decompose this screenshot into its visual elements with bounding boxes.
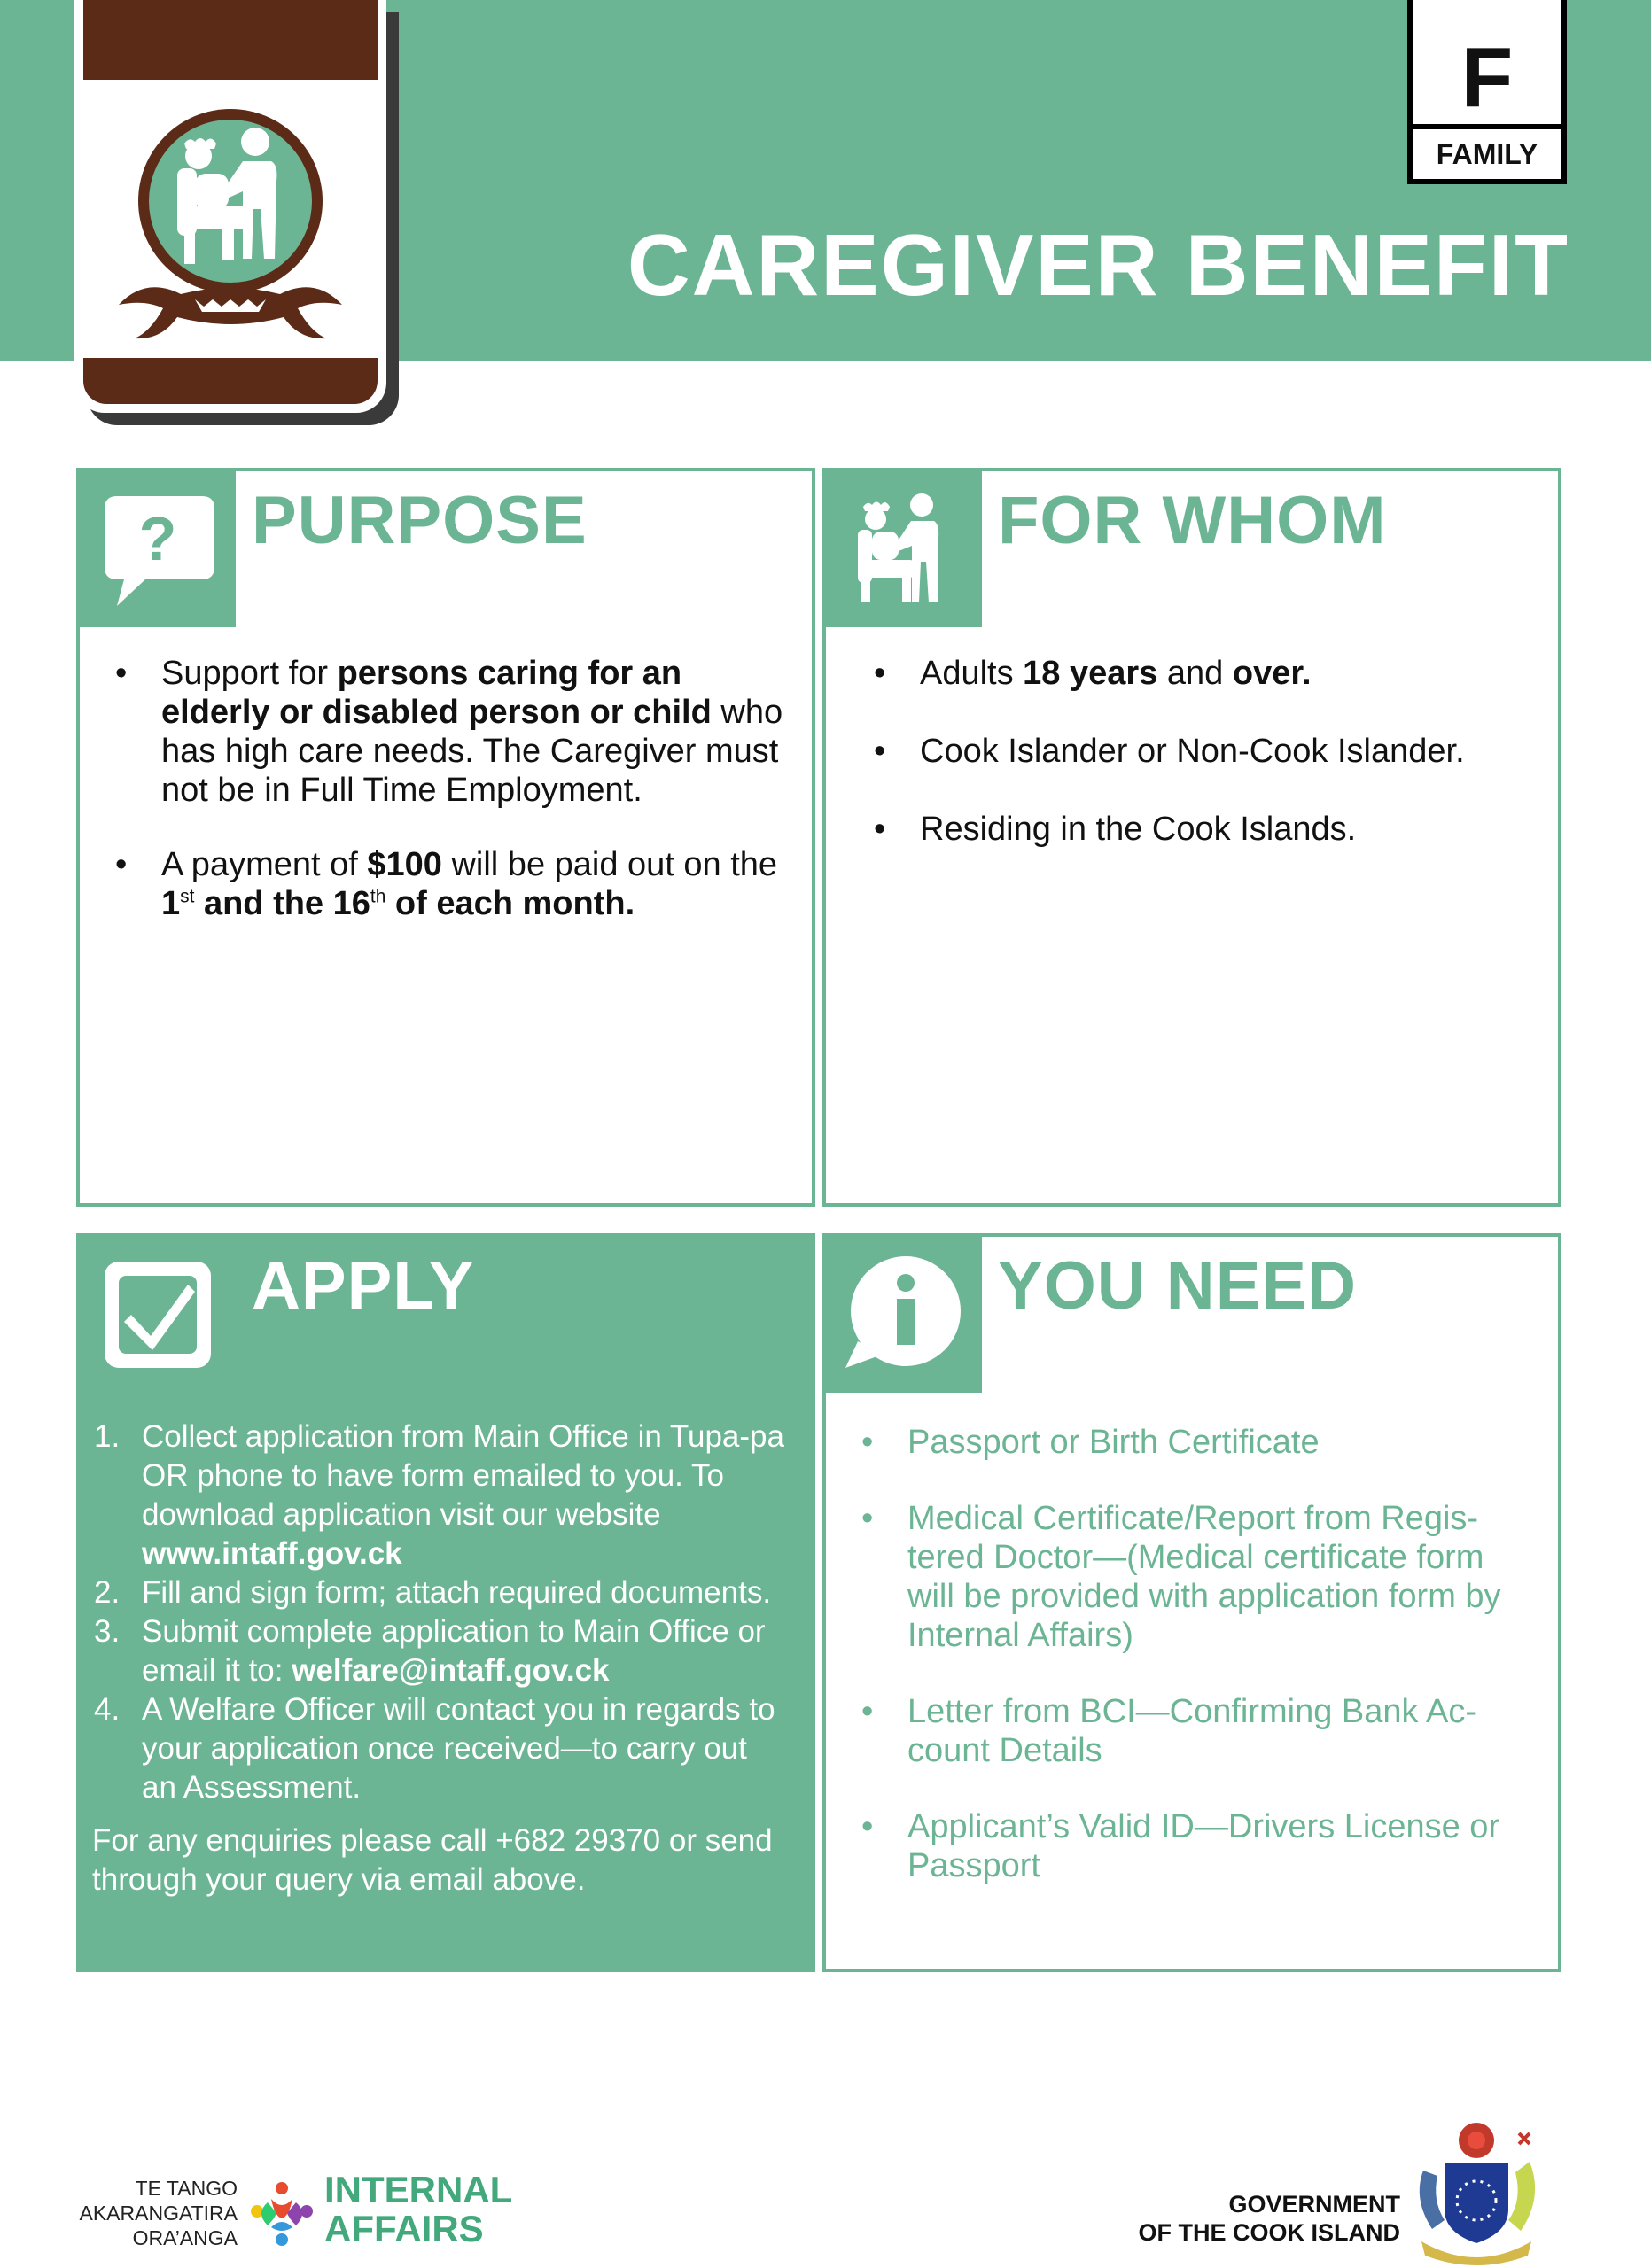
government-logo xyxy=(1134,2117,1577,2268)
you-need-icon-box xyxy=(826,1237,982,1393)
purpose-icon-box xyxy=(80,471,236,627)
purpose-list xyxy=(115,654,789,959)
website-link[interactable]: www.intaff.gov.ck xyxy=(142,1536,402,1571)
list-item: • Residing in the Cook Islands. xyxy=(874,810,1530,849)
caregiver-icon xyxy=(826,471,982,627)
list-item: 2. Fill and sign form; attach required documents. xyxy=(94,1575,772,1610)
tag-top-band xyxy=(83,0,378,80)
badge-letter: F xyxy=(1460,30,1514,125)
list-item: 1. Collect application from Main Office in Tupa-pa OR phone to have form emailed to you. To download application visit our website www.intaff.gov.ck xyxy=(94,1419,784,1571)
category-tag xyxy=(74,0,386,413)
you-need-title: YOU NEED xyxy=(998,1248,1357,1324)
enquiry-text: For any enquiries please call +682 29370 or send through your query via email above. xyxy=(92,1823,773,1897)
svg-text:?: ? xyxy=(138,504,177,573)
for-whom-icon-box xyxy=(826,471,982,627)
coat-of-arms-icon xyxy=(1406,2117,1547,2266)
apply-steps xyxy=(87,1418,787,1807)
list-item: • Support for persons caring for an elderly or disabled person or child who has high care needs. The Caregiver must not be in Full Time Employment. xyxy=(115,654,789,810)
for-whom-title: FOR WHOM xyxy=(998,483,1387,558)
purpose-panel xyxy=(76,468,815,1207)
list-item: • Letter from BCI—Confirming Bank Ac-count Details xyxy=(861,1692,1535,1770)
you-need-list xyxy=(861,1423,1535,1922)
list-item: 3. Submit complete application to Main Office or email it to: welfare@intaff.gov.ck xyxy=(94,1614,766,1688)
government-text: GOVERNMENT OF THE COOK ISLAND xyxy=(1138,2191,1400,2246)
caregiver-emblem-icon xyxy=(110,99,351,356)
list-item: • Adults 18 years and over. xyxy=(874,654,1530,693)
page-title: CAREGIVER BENEFIT xyxy=(627,216,1569,314)
badge-word: FAMILY xyxy=(1413,124,1561,179)
ia-brand: INTERNAL AFFAIRS xyxy=(324,2169,513,2249)
tag-bottom-band xyxy=(83,358,378,404)
apply-icon-box xyxy=(80,1237,236,1393)
ia-maori-text: TE TANGO AKARANGATIRA ORA’ANGA xyxy=(79,2177,238,2249)
list-item: • Cook Islander or Non-Cook Islander. xyxy=(874,732,1530,771)
list-item: 4. A Welfare Officer will contact you in regards to your application once received—to carry out an Assessment. xyxy=(94,1692,775,1805)
info-bubble-icon xyxy=(826,1237,982,1393)
you-need-panel xyxy=(822,1233,1561,1972)
internal-affairs-logo xyxy=(78,2169,513,2250)
list-item: • Applicant’s Valid ID—Drivers License or Passport xyxy=(861,1807,1535,1885)
people-circle-icon xyxy=(245,2176,319,2250)
list-item: • Medical Certificate/Report from Regis-tered Doctor—(Medical certificate form will be provided with application form by Internal Affairs) xyxy=(861,1499,1535,1655)
email-link[interactable]: welfare@intaff.gov.ck xyxy=(292,1653,610,1688)
checkbox-icon xyxy=(80,1237,236,1393)
purpose-title: PURPOSE xyxy=(252,483,588,558)
for-whom-list xyxy=(874,654,1530,888)
list-item: • A payment of $100 will be paid out on the 1st and the 16th of each month. xyxy=(115,845,789,923)
apply-title: APPLY xyxy=(252,1248,475,1324)
apply-panel xyxy=(76,1233,815,1972)
list-item: • Passport or Birth Certificate xyxy=(861,1423,1535,1462)
for-whom-panel xyxy=(822,468,1561,1207)
family-badge xyxy=(1407,0,1567,184)
question-bubble-icon xyxy=(80,471,236,627)
